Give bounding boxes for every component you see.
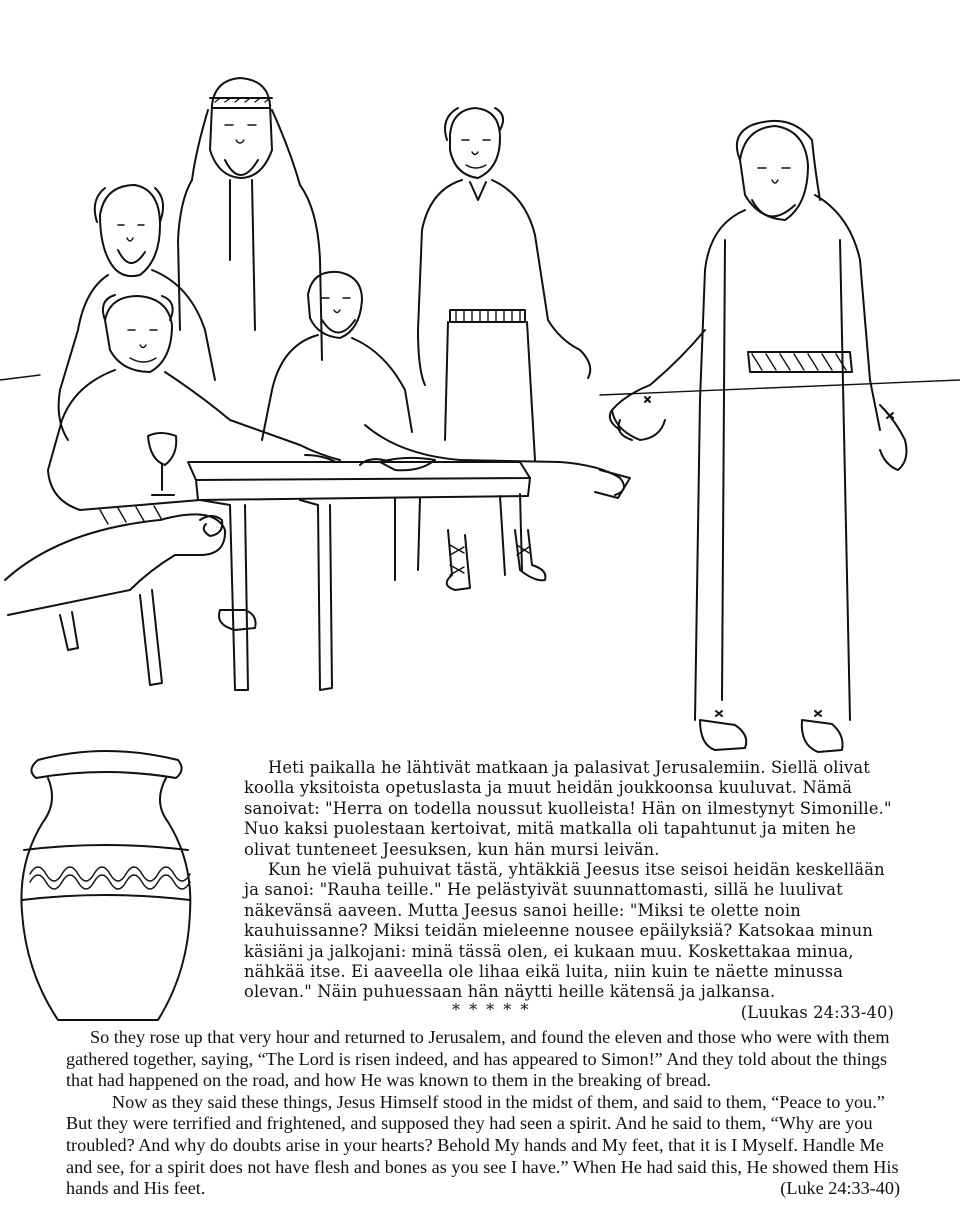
disciple-back-left — [59, 185, 215, 440]
finnish-paragraph-1: Heti paikalla he lähtivät matkaan ja palasivat Jerusalemiin. Siellä olivat koolla yksitoista opetuslasta ja muut heidän joukkoonsa kuuluvat. Nämä sanoivat: "Herra on todella noussut kuolleista! Hän on ilmestynyt Simonille." Nuo kaksi puolestaan kertoivat, mitä matkalla oli tapahtunut ja miten he olivat tunteneet Jeesuksen, kun hän mursi leivän. — [244, 758, 892, 859]
clay-jar-illustration — [18, 742, 193, 1024]
finnish-scripture-block — [244, 758, 900, 1023]
finnish-reference: (Luukas 24:33-40) — [740, 1002, 894, 1022]
couch — [5, 506, 225, 685]
english-reference: (Luke 24:33-40) — [780, 1178, 900, 1199]
floor-line — [0, 375, 960, 395]
english-paragraph-2 — [66, 1092, 900, 1200]
sandaled-feet — [219, 530, 545, 630]
english-scripture-block — [66, 1027, 900, 1200]
table — [188, 458, 530, 690]
section-separator: * * * * * — [452, 1000, 531, 1019]
disciple-standing-young — [418, 108, 590, 460]
finnish-paragraph-2-text: Kun he vielä puhuivat tästä, yhtäkkiä Jeesus itse seisoi heidän keskellään ja sanoi: "Rauha teille." He pelästyivät suunnattomasti, sillä he luulivat näkevänsä aaveen. Mutta Jeesus sanoi heille: "Miksi te olette noin kauhuissanne? Miksi teidän mieleenne nousee epäilyksiä? Katsokaa minun käsiäni ja jalkojani: minä tässä olen, ei kukaan muu. Koskettakaa minua, nähkää itse. Ei aaveella ole lihaa eikä luita, niin kuin te näette minussa olevan." Näin puhuessaan hän näytti heille kätensä ja jalkansa. — [244, 860, 885, 1002]
jesus-figure — [610, 121, 907, 752]
english-paragraph-2-text: Now as they said these things, Jesus Himself stood in the midst of them, and said to them, “Peace to you.” But they were terrified and frightened, and supposed they had seen a spirit. And he said to them, “Why are you troubled? And why do doubts arise in your hearts? Behold My hands and My feet, that it is I Myself. Handle Me and see, for a spirit does not have flesh and bones as you see I have.” When He had said this, He showed them His hands and His feet. — [66, 1091, 899, 1199]
finnish-paragraph-2 — [244, 860, 900, 1022]
english-paragraph-1: So they rose up that very hour and returned to Jerusalem, and found the eleven and those who were with them gathered together, saying, “The Lord is risen indeed, and has appeared to Simon!” And they told about the things that had happened on the road, and how He was known to them in the breaking of bread. — [66, 1027, 890, 1091]
